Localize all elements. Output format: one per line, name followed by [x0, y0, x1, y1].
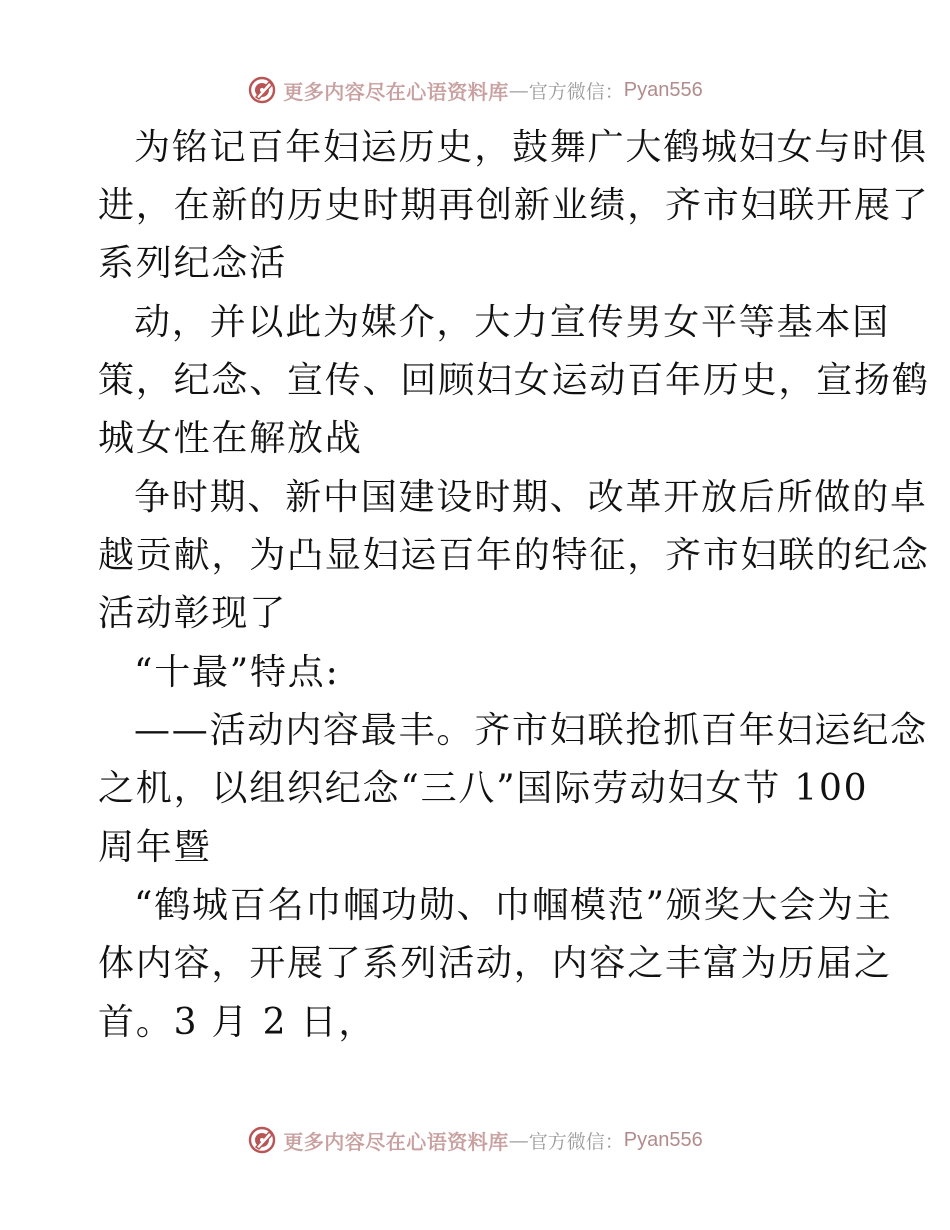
header-watermark [0, 70, 950, 110]
paragraph-line: 系列纪念活 [98, 243, 288, 284]
paragraph-line: 体内容，开展了系列活动，内容之丰富为历届之 [98, 943, 892, 984]
paragraph-line: 活动彰现了 [98, 593, 288, 634]
paragraph-line: “鹤城百名巾帼功勋、巾帼模范”颁奖大会为主 [134, 885, 893, 926]
paragraph-line: 周年暨 [98, 827, 212, 868]
paragraph-line: 越贡献，为凸显妇运百年的特征，齐市妇联的纪念 [98, 535, 930, 576]
footer-watermark [0, 1120, 950, 1160]
paragraph-line: 首。3 月 2 日， [98, 1002, 377, 1043]
paragraph-line: 进，在新的历史时期再创新业绩，齐市妇联开展了 [98, 185, 930, 226]
watermark-site-text: 更多内容尽在心语资料库 [283, 1129, 509, 1154]
watermark-official-label: 官方微信： [528, 1130, 624, 1153]
watermark-wechat-id: Pyan556 [623, 1128, 703, 1151]
pen-nib-seal-logo-icon [247, 1125, 277, 1155]
paragraph-line: 为铭记百年妇运历史，鼓舞广大鹤城妇女与时俱 [134, 127, 928, 168]
paragraph-line: 动，并以此为媒介，大力宣传男女平等基本国 [134, 302, 891, 343]
watermark-separator: — [508, 1128, 529, 1152]
watermark-site-text: 更多内容尽在心语资料库 [283, 79, 509, 104]
paragraph-line: 之机，以组织纪念“三八”国际劳动妇女节 100 [98, 768, 869, 809]
watermark-wechat-id: Pyan556 [623, 78, 703, 101]
paragraph-line: 争时期、新中国建设时期、改革开放后所做的卓 [134, 477, 928, 518]
paragraph-line: 策，纪念、宣传、回顾妇女运动百年历史，宣扬鹤 [98, 360, 930, 401]
watermark-official-label: 官方微信： [528, 80, 624, 103]
paragraph-line: 城女性在解放战 [98, 418, 363, 459]
pen-nib-seal-logo-icon [247, 75, 277, 105]
paragraph-line: “十最”特点: [134, 652, 340, 693]
watermark-separator: — [508, 78, 529, 102]
paragraph-line: ——活动内容最丰。齐市妇联抢抓百年妇运纪念 [134, 710, 928, 751]
